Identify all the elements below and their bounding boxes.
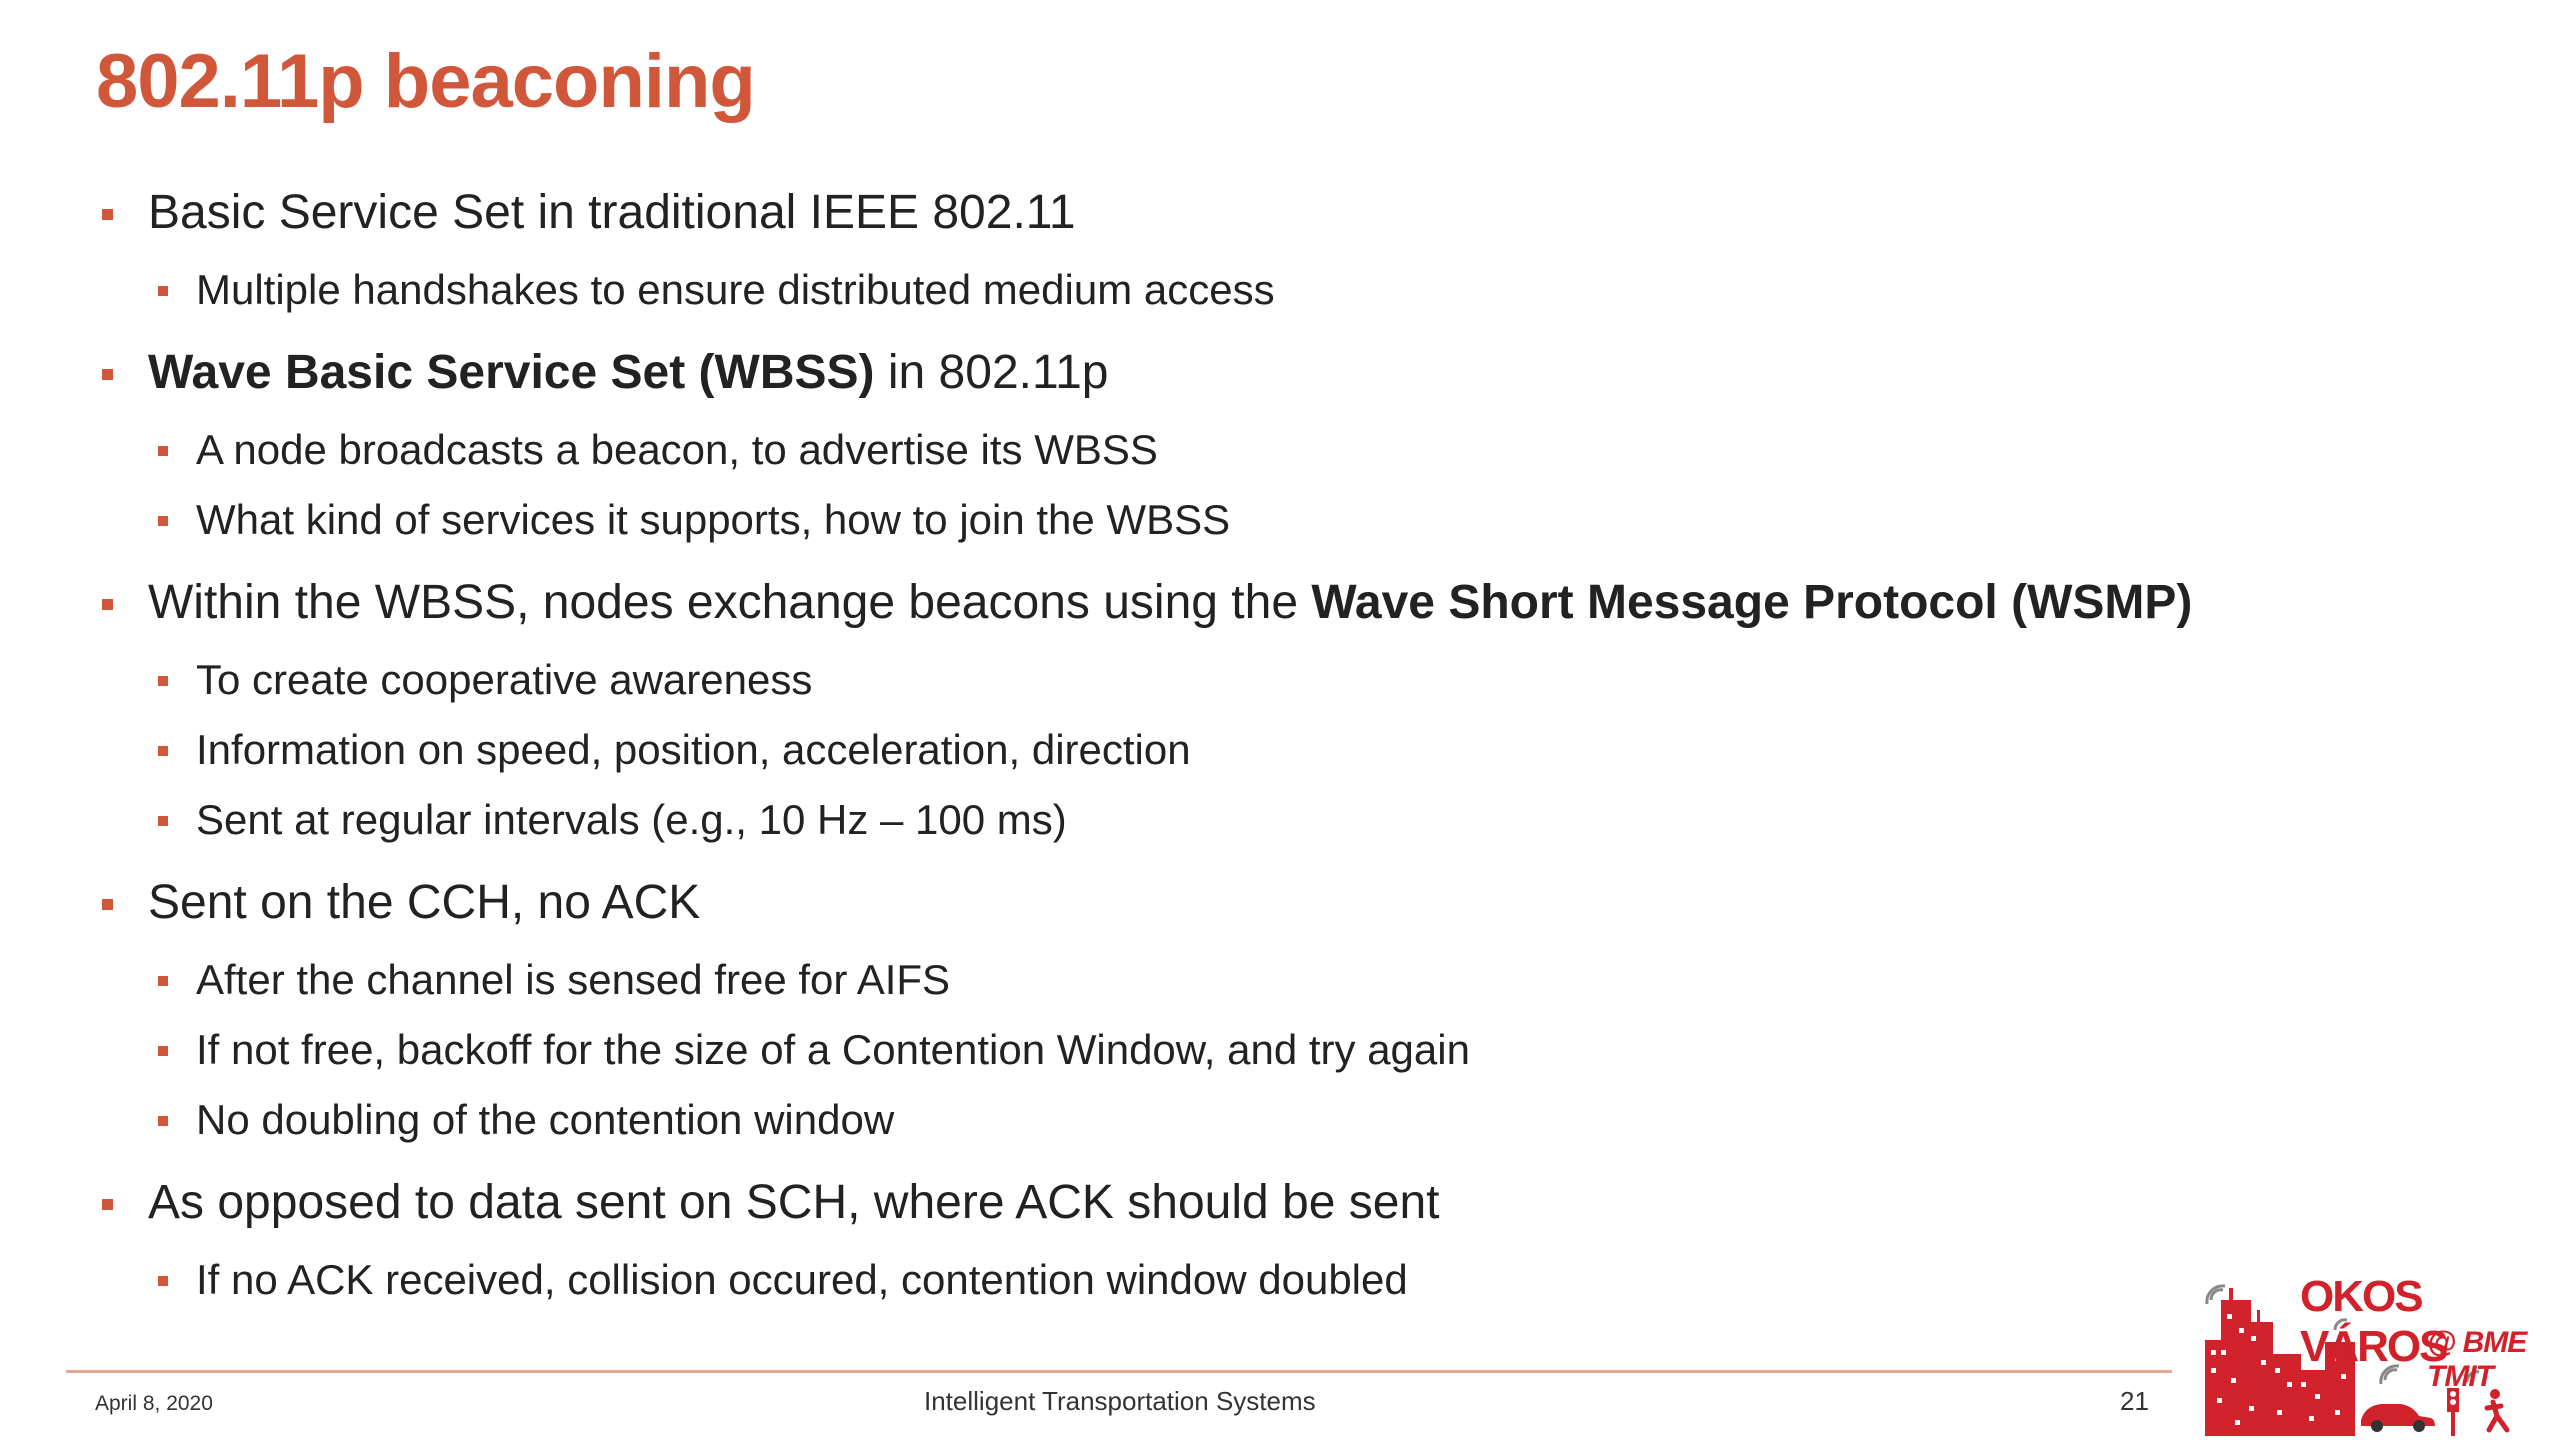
bullet-text: Sent on the CCH, no ACK: [148, 876, 701, 929]
bullet-level2: [96, 485, 2396, 555]
bullet-level2: [96, 645, 2396, 715]
bullet-group: [96, 171, 2396, 325]
sub-bullet-text: Information on speed, position, acceleration, direction: [196, 726, 1191, 773]
sub-bullet-text: Sent at regular intervals (e.g., 10 Hz – 100 ms): [196, 796, 1067, 843]
bullet-level1: [96, 1161, 2396, 1245]
square-bullet-icon: [158, 1276, 168, 1286]
bullet-level2: [96, 415, 2396, 485]
bullet-group: [96, 1161, 2396, 1315]
square-bullet-icon: [158, 746, 168, 756]
square-bullet-icon: [158, 676, 168, 686]
square-bullet-icon: [158, 1046, 168, 1056]
bullet-text: in 802.11p: [874, 346, 1109, 399]
sub-bullet-text: After the channel is sensed free for AIFS: [196, 956, 951, 1003]
square-bullet-icon: [158, 976, 168, 986]
square-bullet-icon: [158, 286, 168, 296]
bullet-level1: [96, 171, 2396, 255]
bullet-group: [96, 331, 2396, 555]
sub-bullet-text: Multiple handshakes to ensure distributed medium access: [196, 266, 1275, 313]
bullet-level2: [96, 1085, 2396, 1155]
bullet-level2: [96, 1015, 2396, 1085]
sub-bullet-text: A node broadcasts a beacon, to advertise its WBSS: [196, 426, 1158, 473]
bullet-text: Wave Short Message Protocol (WSMP): [1311, 576, 2193, 629]
bullet-level2: [96, 945, 2396, 1015]
sub-bullet-text: If no ACK received, collision occured, contention window doubled: [196, 1256, 1408, 1303]
sub-bullet-text: To create cooperative awareness: [196, 656, 813, 703]
bullet-level1: [96, 861, 2396, 945]
okos-varos-logo: [2205, 1270, 2555, 1436]
footer-date: April 8, 2020: [95, 1392, 213, 1415]
square-bullet-icon: [158, 816, 168, 826]
bullet-level2: [96, 785, 2396, 855]
page-number: 21: [2120, 1386, 2149, 1416]
sub-bullet-text: No doubling of the contention window: [196, 1096, 895, 1143]
logo-text: OKOS VÁROS: [2300, 1272, 2447, 1371]
square-bullet-icon: [158, 446, 168, 456]
square-bullet-icon: [102, 1199, 113, 1210]
bullet-group: [96, 561, 2396, 855]
square-bullet-icon: [158, 1116, 168, 1126]
bullet-list: [96, 165, 2396, 1315]
logo-subtext: @ BME TMIT: [2427, 1326, 2527, 1393]
bullet-level2: [96, 1245, 2396, 1315]
bullet-group: [96, 861, 2396, 1155]
bullet-level2: [96, 715, 2396, 785]
sub-bullet-text: What kind of services it supports, how to join the WBSS: [196, 496, 1231, 543]
square-bullet-icon: [102, 599, 113, 610]
bullet-level1: [96, 331, 2396, 415]
bullet-level1: [96, 561, 2396, 645]
footer-divider: [66, 1370, 2172, 1373]
bullet-text: Basic Service Set in traditional IEEE 802.11: [148, 186, 1076, 239]
slide-title: 802.11p beaconing: [96, 39, 755, 124]
square-bullet-icon: [158, 516, 168, 526]
square-bullet-icon: [102, 369, 113, 380]
square-bullet-icon: [102, 209, 113, 220]
bullet-text: Wave Basic Service Set (WBSS): [148, 346, 875, 399]
bullet-text: Within the WBSS, nodes exchange beacons using the: [148, 576, 1312, 629]
square-bullet-icon: [102, 899, 113, 910]
bullet-text: As opposed to data sent on SCH, where ACK should be sent: [148, 1176, 1440, 1229]
footer-course-title: Intelligent Transportation Systems: [924, 1386, 1316, 1416]
bullet-level2: [96, 255, 2396, 325]
sub-bullet-text: If not free, backoff for the size of a Contention Window, and try again: [196, 1026, 1470, 1073]
